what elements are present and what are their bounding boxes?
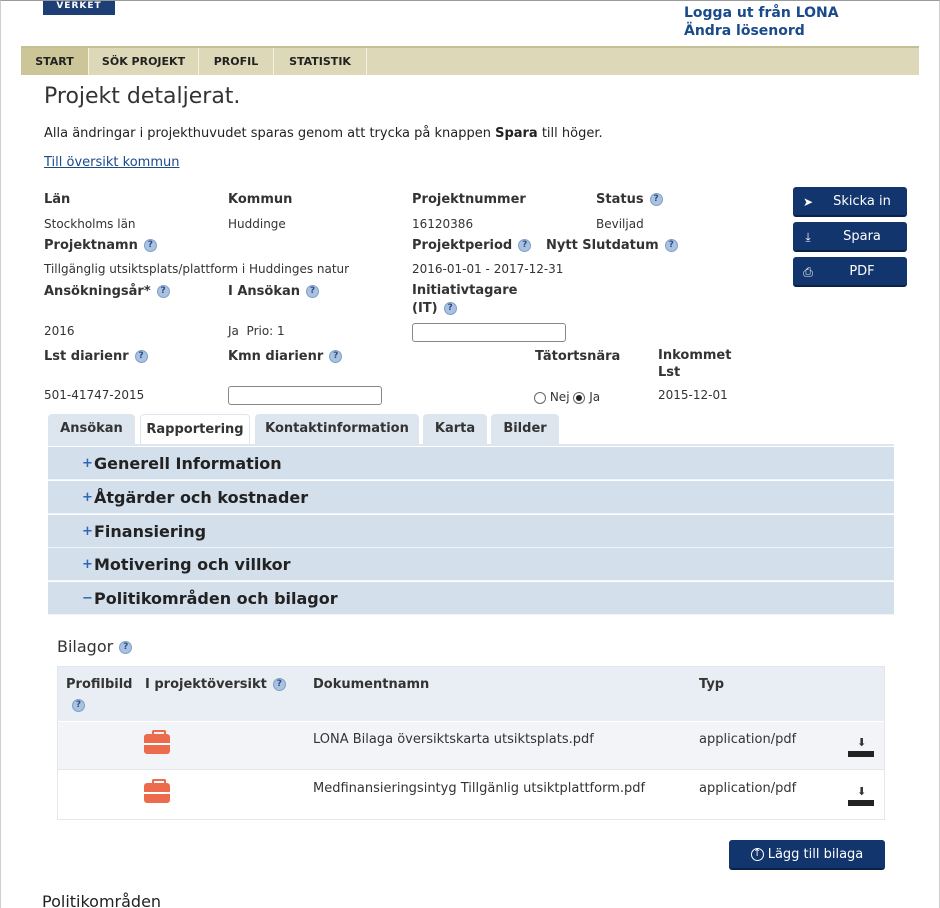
kommun-label: Kommun (228, 192, 293, 207)
tab-karta[interactable]: Karta (423, 414, 487, 444)
radio-ja-label: Ja (589, 390, 601, 404)
projektperiod-label: Projektperiod ? (412, 238, 531, 253)
expand-icon: + (82, 456, 93, 471)
nav-tab-profile[interactable]: PROFIL (199, 48, 274, 75)
plus-circle-icon: ↑ (751, 848, 764, 861)
expand-icon: + (82, 557, 93, 572)
document-type: application/pdf (699, 781, 797, 796)
i-ansokan-value: Ja Prio: 1 (228, 324, 285, 338)
accordion-politikomraden[interactable] (48, 582, 894, 615)
main-nav (21, 46, 919, 75)
col-i-projektoversikt: I projektöversikt ? (145, 677, 286, 692)
accordion-title: Finansiering (94, 522, 207, 541)
document-name: LONA Bilaga översiktskarta utsiktsplats.pdf (313, 732, 594, 747)
help-icon[interactable]: ? (135, 350, 148, 363)
help-icon[interactable]: ? (329, 350, 342, 363)
help-icon[interactable]: ? (273, 678, 286, 691)
projektnummer-label: Projektnummer (412, 192, 526, 207)
accordion-finansiering[interactable] (48, 515, 894, 548)
accordion-atgarder[interactable] (48, 481, 894, 514)
document-type: application/pdf (699, 732, 797, 747)
kmn-diarienr-input[interactable] (228, 386, 382, 405)
print-icon: ⎙ (803, 265, 813, 279)
kmn-diarienr-label: Kmn diarienr ? (228, 349, 342, 364)
initiativtagare-label: Initiativtagare (412, 283, 518, 298)
tab-bilder[interactable]: Bilder (491, 414, 559, 444)
briefcase-icon[interactable] (144, 734, 170, 754)
col-profilbild: Profilbild (66, 677, 133, 692)
nytt-slutdatum-label: Nytt Slutdatum ? (546, 238, 678, 253)
accordion-title: Generell Information (94, 454, 282, 473)
tab-ansokan[interactable]: Ansökan (48, 414, 135, 444)
lst-diarienr-label: Lst diarienr ? (44, 349, 148, 364)
change-password-link[interactable]: Ändra lösenord (684, 23, 805, 39)
projektnummer-value: 16120386 (412, 217, 474, 231)
collapse-icon: − (82, 591, 93, 606)
tatortsnara-radios (534, 390, 600, 404)
radio-ja[interactable] (573, 392, 585, 404)
help-icon[interactable]: ? (119, 641, 132, 654)
info-text: Alla ändringar i projekthuvudet sparas genom att trycka på knappen Spara till höger. (44, 126, 603, 141)
download-icon: ⤓ (805, 230, 811, 244)
accordion-generell[interactable] (48, 447, 894, 480)
add-attachment-button[interactable]: ↑ Lägg till bilaga (729, 840, 885, 870)
nav-tab-statistics[interactable]: STATISTIK (274, 48, 367, 75)
projektnamn-label: Projektnamn ? (44, 238, 157, 253)
status-value: Beviljad (596, 217, 644, 231)
projektnamn-value: Tillgänglig utsiktsplats/plattform i Huddinges natur (44, 262, 350, 276)
help-icon[interactable]: ? (650, 193, 663, 206)
initiativtagare-label-it: (IT) ? (412, 301, 457, 316)
projektperiod-value: 2016-01-01 - 2017-12-31 (412, 262, 564, 276)
expand-icon: + (82, 524, 93, 539)
accordion-title: Åtgärder och kostnader (94, 488, 309, 507)
i-ansokan-label: I Ansökan ? (228, 284, 319, 299)
bilagor-title: Bilagor ? (57, 637, 132, 656)
help-icon[interactable]: ? (72, 699, 85, 712)
col-typ: Typ (699, 677, 725, 692)
ansokningsar-label: Ansökningsår* ? (44, 284, 170, 299)
tab-divider (48, 444, 894, 446)
expand-icon: + (82, 490, 93, 505)
info-text-bold: Spara (495, 126, 538, 141)
prio-value: Prio: 1 (246, 324, 285, 338)
help-icon[interactable]: ? (306, 285, 319, 298)
save-button[interactable]: ⤓ Spara (793, 222, 907, 252)
col-dokumentnamn: Dokumentnamn (313, 677, 430, 692)
inkommet-value: 2015-12-01 (658, 388, 728, 402)
inkommet-label: Inkommet (658, 348, 732, 363)
download-tray-icon[interactable]: ⬇ (848, 785, 874, 809)
tab-rapportering[interactable]: Rapportering (140, 414, 250, 446)
ansokningsar-value: 2016 (44, 324, 75, 338)
download-tray-icon[interactable]: ⬇ (848, 736, 874, 760)
accordion-motivering[interactable] (48, 548, 894, 581)
help-icon[interactable]: ? (444, 302, 457, 315)
help-icon[interactable]: ? (157, 285, 170, 298)
send-icon: ➤ (802, 195, 814, 209)
nav-tab-search[interactable]: SÖK PROJEKT (89, 48, 199, 75)
status-label: Status ? (596, 192, 663, 207)
help-icon[interactable]: ? (665, 239, 678, 252)
logout-link[interactable]: Logga ut från LONA (684, 5, 839, 21)
pdf-button[interactable]: ⎙ PDF (793, 257, 907, 287)
help-icon[interactable]: ? (144, 239, 157, 252)
table-header (58, 667, 884, 721)
submit-button[interactable]: ➤ Skicka in (793, 187, 907, 217)
help-icon[interactable]: ? (518, 239, 531, 252)
overview-link[interactable]: Till översikt kommun (44, 155, 180, 170)
radio-nej-label: Nej (549, 390, 570, 404)
accordion-title: Motivering och villkor (94, 555, 291, 574)
politikomraden-title: Politikområden (42, 892, 162, 908)
accordion-title: Politikområden och bilagor (94, 589, 338, 608)
logo[interactable]: VERKET (43, 1, 115, 15)
tatortsnara-label: Tätortsnära (535, 349, 621, 364)
initiativtagare-input[interactable] (412, 323, 566, 342)
radio-nej[interactable] (534, 392, 546, 404)
lan-value: Stockholms län (44, 217, 136, 231)
inkommet-label-lst: Lst (658, 365, 681, 380)
lan-label: Län (44, 192, 71, 207)
page-title: Projekt detaljerat. (44, 84, 241, 109)
kommun-value: Huddinge (228, 217, 286, 231)
briefcase-icon[interactable] (144, 783, 170, 803)
document-name: Medfinansieringsintyg Tillgänlig utsiktplattform.pdf (313, 781, 646, 796)
nav-tab-start[interactable]: START (21, 48, 89, 75)
lst-diarienr-value: 501-41747-2015 (44, 388, 145, 402)
tab-kontaktinformation[interactable]: Kontaktinformation (255, 414, 419, 444)
